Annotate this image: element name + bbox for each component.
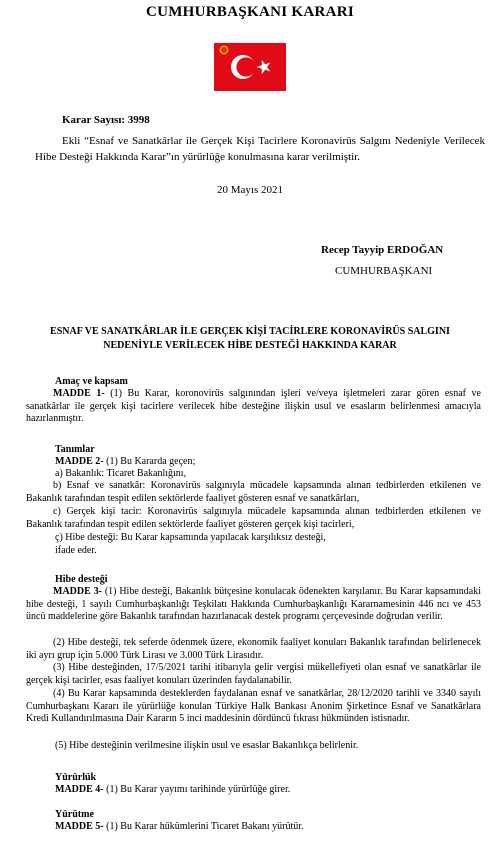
article-number: MADDE 5-: [55, 821, 104, 832]
article-4: [55, 784, 290, 797]
article-3-para-3: (3) Hibe desteğinden, 17/5/2021 tarihi itibarıyla gelir vergisi mükellefiyeti olan esnaf ve sanatkârlar ile gerçek kişi tacirler, esas faaliyet konuları üzerinden faydalanabilir.: [26, 662, 481, 686]
article-text: (1) Bu Kararda geçen;: [103, 456, 196, 467]
section-heading: Hibe desteği: [55, 574, 108, 585]
signer-name: Recep Tayyip ERDOĞAN: [321, 244, 444, 256]
decision-number: Karar Sayısı: 3998: [62, 114, 150, 126]
definition-closing: ifade eder.: [55, 545, 97, 556]
article-number: MADDE 3-: [53, 586, 102, 597]
decision-date: 20 Mayıs 2021: [217, 184, 283, 196]
definition-b: b) Esnaf ve sanatkâr: Koronavirüs salgınıyla mücadele kapsamında alınan tedbirlerden etkilenen ve Bakanlık tarafından tespit edilen sektörlerde faaliyet gösteren esnaf ve sanatkârları,: [26, 480, 481, 504]
section-heading: Amaç ve kapsam: [55, 376, 128, 387]
article-text: (1) Bu Karar yayımı tarihinde yürürlüğe girer.: [103, 784, 291, 795]
definition-c-cedilla: ç) Hibe desteği: Bu Karar kapsamında yapılacak karşılıksız desteği,: [55, 532, 326, 543]
decision-title-line1: ESNAF VE SANATKÂRLAR İLE GERÇEK KİŞİ TACİRLERE KORONAVİRÜS SALGINI: [50, 326, 450, 337]
article-text: (1) Bu Karar hükümlerini Ticaret Bakanı yürütür.: [103, 821, 304, 832]
signer-title: CUMHURBAŞKANI: [335, 265, 433, 277]
article-3-para-1: [26, 586, 481, 624]
intro-paragraph: Ekli “Esnaf ve Sanatkârlar ile Gerçek Kişi Tacirlere Koronavirüs Salgını Nedeniyle Verilecek Hibe Desteği Hakkında Karar”ın yürürlüğe konulmasına karar verilmiştir.: [35, 135, 485, 163]
turkish-flag-icon: [214, 43, 286, 91]
page-title: CUMHURBAŞKANI KARARI: [145, 4, 355, 20]
article-text: (1) Hibe desteği, Bakanlık bütçesine konulacak ödenekten karşılanır. Bu Karar kapsamındaki hibe desteği, 1 sayılı Cumhurbaşkanlığı Teşkilatı Hakkında Cumhurbaşkanlığı Kararnamesinin 446 ncı ve 453 üncü maddelerine göre Bakanlık tarafından hazırlanacak destek programı çerçevesinde doğrudan verilir.: [26, 586, 481, 623]
article-2: [55, 456, 195, 469]
decision-title-line2: NEDENİYLE VERİLECEK HİBE DESTEĞİ HAKKINDA KARAR: [103, 340, 397, 351]
article-number: MADDE 2-: [55, 456, 104, 467]
definition-a: a) Bakanlık: Ticaret Bakanlığını,: [55, 468, 187, 479]
article-3-para-4: (4) Bu Karar kapsamında desteklerden faydalanan esnaf ve sanatkârlar, 28/12/2020 tarihli ve 3340 sayılı Cumhurbaşkanı Kararı ile yürürlüğe konulan Türkiye Halk Bankası Anonim Şirketince Esnaf ve Sanatkârlara Kredi Kullandırılmasına Dair Kararın 5 inci maddesinin dördüncü fıkrası hükmünden istisnadır.: [26, 688, 481, 725]
article-number: MADDE 1-: [53, 388, 105, 399]
article-text: (1) Bu Karar, koronovirüs salgınından işleri ve/veya işletmeleri zarar gören esnaf ve sanatkârlar ile gerçek kişi tacirlere verilecek hibe desteğine ilişkin usul ve esasların belirlenmesi amacıyla hazırlanmıştır.: [26, 388, 481, 425]
decision-title: [0, 325, 500, 353]
article-number: MADDE 4-: [55, 784, 104, 795]
definition-c: c) Gerçek kişi tacir: Koronavirüs salgınıyla mücadele kapsamında alınan tedbirlerden etkilenen ve Bakanlık tarafından tespit edilen sektörlerde faaliyet gösteren gerçek kişi tacirleri,: [26, 506, 481, 530]
article-5: [55, 821, 304, 834]
section-heading: Tanımlar: [55, 444, 95, 455]
article-3-para-5: (5) Hibe desteğinin verilmesine ilişkin usul ve esaslar Bakanlıkça belirlenir.: [55, 740, 359, 751]
article-3-para-2: (2) Hibe desteği, tek seferde ödenmek üzere, ekonomik faaliyet konuları Bakanlık tarafından belirlenecek iki ayrı grup için 5.000 Türk Lirası ve 3.000 Türk Lirasıdır.: [26, 637, 481, 661]
section-heading: Yürütme: [55, 809, 94, 820]
section-heading: Yürürlük: [55, 772, 97, 783]
article-1: [26, 388, 481, 426]
